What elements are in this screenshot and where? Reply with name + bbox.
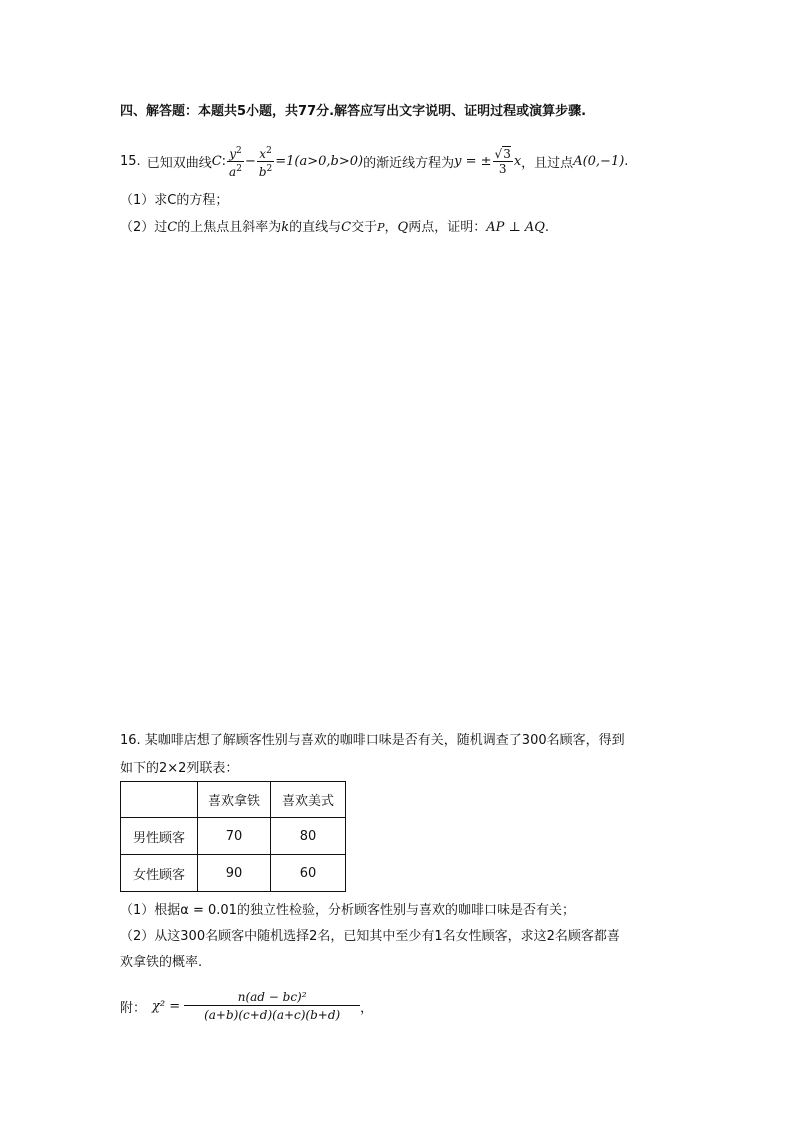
table-cell: 60: [271, 855, 346, 892]
table-cell: 70: [198, 818, 271, 855]
appendix-formula: [120, 986, 373, 1026]
chi-square-lhs: χ² =: [152, 998, 181, 1014]
q15-end: .: [624, 153, 629, 169]
row-label-male: 男性顾客: [121, 818, 198, 855]
point-a: A(0,−1): [573, 153, 625, 169]
table-cell: 80: [271, 818, 346, 855]
section-heading: 四、解答题：本题共5小题，共77分.解答应写出文字说明、证明过程或演算步骤.: [120, 104, 587, 119]
equation-conditions: =1(a>0,b>0): [275, 153, 364, 169]
q16-part1: （1）根据α = 0.01的独立性检验，分析顾客性别与喜欢的咖啡口味是否有关；: [120, 903, 575, 918]
curve-name: C: [211, 153, 222, 169]
q16-part2-line1: （2）从这300名顾客中随机选择2名，已知其中至少有1名女性顾客，求这2名顾客都喜: [120, 929, 620, 944]
chi-end: ，: [360, 1000, 374, 1016]
chi-numerator: n(ad − bc)²: [184, 989, 360, 1006]
perpendicular-statement: AP ⊥ AQ: [486, 220, 545, 235]
table-row: [121, 818, 346, 855]
row-label-female: 女性顾客: [121, 855, 198, 892]
q15-mid: 的渐近线方程为: [363, 155, 455, 171]
fraction-sqrt3-3: $\frac{√3}{3}$: [494, 146, 511, 176]
fraction-y2-a2: $\frac{y^2}{a^2}$: [229, 145, 242, 179]
asymptote-lhs: y = ±: [454, 153, 492, 169]
q15-tail: ，且过点: [521, 155, 574, 171]
q15-part2: （2）过C的上焦点且斜率为k的直线与C交于P，Q两点，证明：AP ⊥ AQ.: [120, 220, 550, 235]
appendix-label: 附：: [120, 1000, 147, 1016]
table-cell: [121, 782, 198, 818]
table-row: [121, 855, 346, 892]
question-16-line1: 16. 某咖啡店想了解顾客性别与喜欢的咖啡口味是否有关，随机调查了300名顾客，得到: [120, 733, 625, 748]
fraction-x2-b2: $\frac{x^2}{b^2}$: [258, 145, 273, 179]
q15-part1: （1）求C的方程；: [120, 193, 229, 208]
q15-prefix: 已知双曲线: [146, 155, 212, 171]
contingency-table: [120, 781, 346, 892]
table-cell: 90: [198, 855, 271, 892]
asymptote-x: x: [513, 153, 522, 169]
chi-square-fraction: [184, 989, 360, 1024]
question-16-line2: 如下的2×2列联表：: [120, 761, 239, 776]
q16-part2-line2: 欢拿铁的概率.: [120, 955, 203, 970]
table-header-americano: 喜欢美式: [271, 782, 346, 818]
table-header-row: [121, 782, 346, 818]
question-number: 15.: [120, 153, 141, 169]
question-15-statement: 15. 已知双曲线 C : $\frac{y^2}{a^2}$ − $\frac{x^2}{b^2}$ =1(a>0,b>0) 的渐近线方程为 y = ± $\frac{√3}{3}$ x ，且过点 A(0,−1) .: [120, 145, 629, 179]
table-header-latte: 喜欢拿铁: [198, 782, 271, 818]
chi-denominator: (a+b)(c+d)(a+c)(b+d): [204, 1007, 341, 1022]
